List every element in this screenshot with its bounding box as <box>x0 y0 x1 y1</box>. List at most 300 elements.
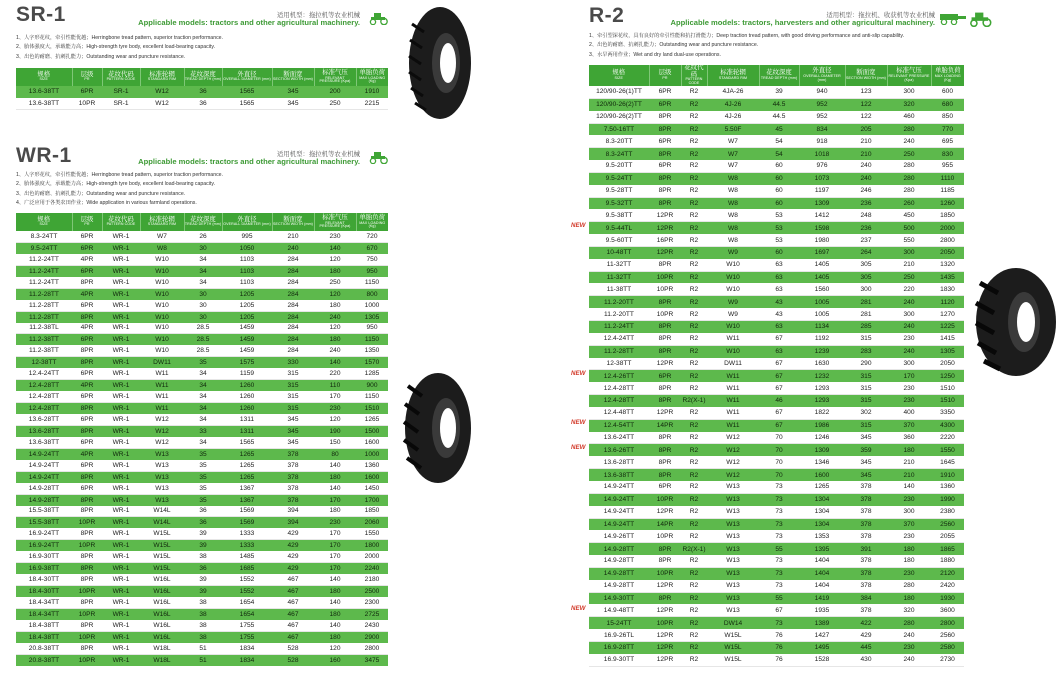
table-cell: 1265 <box>222 448 272 459</box>
r2-features <box>589 32 904 60</box>
table-cell: 230 <box>887 382 931 394</box>
table-cell: 34 <box>184 414 222 425</box>
column-header-cn: 规格 <box>612 69 626 77</box>
table-cell: 9.5-44TL <box>589 222 649 234</box>
table-cell: 14.9-48TT <box>589 604 649 616</box>
table-cell: 1260 <box>931 197 964 209</box>
table-row <box>589 333 964 345</box>
table-cell: 210 <box>887 469 931 481</box>
table-cell: 12PR <box>649 629 681 641</box>
table-cell: W13 <box>707 555 759 567</box>
table-cell: 10-48TT <box>589 246 649 258</box>
table-cell: 2430 <box>356 620 388 631</box>
table-cell: 180 <box>314 608 356 619</box>
table-cell: 10PR <box>649 308 681 320</box>
column-header-en: RELEVANT PRESSURE (Kpa) <box>888 74 930 82</box>
table-cell: 39 <box>759 86 799 98</box>
table-cell: WR-1 <box>102 403 140 414</box>
table-cell: WR-1 <box>102 357 140 368</box>
table-row <box>16 277 388 288</box>
column-header-cn: 单胎负荷 <box>359 213 386 221</box>
table-cell: 230 <box>887 333 931 345</box>
table-cell: 8PR <box>72 597 102 608</box>
table-cell: 1285 <box>356 368 388 379</box>
new-badge: NEW <box>571 221 586 229</box>
table-header-row <box>16 68 388 86</box>
table-cell: 2180 <box>356 574 388 585</box>
table-cell: WR-1 <box>102 631 140 642</box>
table-cell: 14.9-30TT <box>589 592 649 604</box>
column-header-cn: 断面宽 <box>283 215 303 223</box>
column-header <box>681 65 707 86</box>
table-row <box>589 111 964 123</box>
table-cell: 1260 <box>222 391 272 402</box>
table-cell: 284 <box>272 254 314 265</box>
table-row <box>16 98 388 110</box>
table-cell: 30 <box>184 288 222 299</box>
table-cell: 250 <box>314 277 356 288</box>
table-cell: 34 <box>184 265 222 276</box>
table-cell: 12PR <box>649 222 681 234</box>
table-cell: 73 <box>759 518 799 530</box>
table-cell: 300 <box>887 506 931 518</box>
table-cell: 750 <box>356 254 388 265</box>
table-cell: 180 <box>887 592 931 604</box>
table-cell: 8PR <box>72 620 102 631</box>
table-cell: 430 <box>845 654 887 666</box>
table-cell: 120/90-26(2)TT <box>589 111 649 123</box>
table-cell: 16.9-30TT <box>16 551 72 562</box>
table-row <box>16 231 388 242</box>
table-cell: 955 <box>931 160 964 172</box>
table-cell: 8PR <box>649 333 681 345</box>
table-cell: 394 <box>272 506 314 517</box>
table-row <box>16 551 388 562</box>
table-cell: 378 <box>845 580 887 592</box>
table-cell: 315 <box>272 380 314 391</box>
table-cell: R2 <box>681 617 707 629</box>
table-cell: 53 <box>759 222 799 234</box>
table-cell: 2800 <box>931 234 964 246</box>
table-cell: 3600 <box>931 604 964 616</box>
new-badge: NEW <box>571 370 586 378</box>
table-cell: R2 <box>681 481 707 493</box>
table-cell: 73 <box>759 481 799 493</box>
table-row <box>16 448 388 459</box>
table-cell: 280 <box>887 123 931 135</box>
table-cell: 14.9-26TT <box>589 530 649 542</box>
table-cell: 1250 <box>931 370 964 382</box>
table-cell: 140 <box>314 357 356 368</box>
table-cell: 429 <box>272 528 314 539</box>
table-cell: 170 <box>314 391 356 402</box>
table-cell: 6PR <box>649 370 681 382</box>
column-header-cn: 标准气压 <box>322 68 348 76</box>
column-header-en: OVERALL DIAMETER (mm) <box>223 77 271 82</box>
table-row <box>589 345 964 357</box>
table-cell: 28.5 <box>184 345 222 356</box>
table-cell: 13.6-38TT <box>16 86 72 98</box>
table-cell: 1755 <box>222 620 272 631</box>
table-cell: 140 <box>314 242 356 253</box>
table-cell: 14.9-24TT <box>16 471 72 482</box>
table-cell: 320 <box>887 604 931 616</box>
table-row <box>16 494 388 505</box>
table-cell: 1311 <box>222 414 272 425</box>
table-cell: 73 <box>759 617 799 629</box>
table-cell: 20.8-38TT <box>16 654 72 665</box>
table-cell: W10 <box>707 345 759 357</box>
table-cell: 8PR <box>72 574 102 585</box>
table-cell: 12PR <box>649 654 681 666</box>
table-cell: 284 <box>272 345 314 356</box>
table-cell: W10 <box>707 271 759 283</box>
table-row <box>589 641 964 653</box>
table-cell: 230 <box>314 231 356 242</box>
table-row <box>16 517 388 528</box>
table-cell: W11 <box>140 368 184 379</box>
table-cell: 180 <box>314 471 356 482</box>
table-header-row <box>16 213 388 231</box>
table-cell: 8PR <box>649 321 681 333</box>
table-cell: 467 <box>272 586 314 597</box>
table-cell: 67 <box>759 370 799 382</box>
table-row <box>589 432 964 444</box>
table-cell: 5.50F <box>707 123 759 135</box>
table-row <box>16 380 388 391</box>
table-cell: 264 <box>845 246 887 258</box>
table-cell: R2 <box>681 654 707 666</box>
table-cell: 43 <box>759 296 799 308</box>
table-cell: 670 <box>356 242 388 253</box>
table-cell: 120/90-26(2)TT <box>589 98 649 110</box>
table-cell: 35 <box>184 494 222 505</box>
table-cell: R2 <box>681 296 707 308</box>
table-cell: 170 <box>314 540 356 551</box>
table-cell: 122 <box>845 98 887 110</box>
table-cell: WR-1 <box>102 437 140 448</box>
table-cell: 63 <box>759 321 799 333</box>
column-header <box>356 213 388 231</box>
table-row <box>16 620 388 631</box>
table-cell: W8 <box>707 234 759 246</box>
table-cell: 38 <box>184 608 222 619</box>
table-cell: R2 <box>681 234 707 246</box>
table-cell: 6PR <box>72 86 102 98</box>
table-cell: 1311 <box>222 425 272 436</box>
table-cell: 8PR <box>649 382 681 394</box>
table-cell: 345 <box>272 425 314 436</box>
column-header-cn: 花纹深度 <box>766 69 792 77</box>
table-cell: 302 <box>845 407 887 419</box>
column-header-cn: 外直径 <box>237 215 257 223</box>
table-cell: 240 <box>887 654 931 666</box>
table-cell: R2 <box>681 407 707 419</box>
table-cell: 770 <box>931 123 964 135</box>
table-cell: 320 <box>887 98 931 110</box>
table-cell: 12.4-28TT <box>589 395 649 407</box>
column-header-en: SECTION WIDTH (mm) <box>273 77 313 82</box>
table-cell: 6PR <box>72 265 102 276</box>
table-cell: R2 <box>681 493 707 505</box>
table-cell: 120/90-26(1)TT <box>589 86 649 98</box>
table-cell: 830 <box>931 148 964 160</box>
table-cell: 236 <box>845 197 887 209</box>
table-row <box>16 597 388 608</box>
table-cell: 1850 <box>931 209 964 221</box>
feature-item: 3、出色的耐磨、抗刺扎能力；Outstanding wear and puncture resistance. <box>16 53 186 60</box>
table-cell: 467 <box>272 631 314 642</box>
table-cell: 240 <box>272 242 314 253</box>
table-cell: 140 <box>314 597 356 608</box>
table-cell: 800 <box>356 288 388 299</box>
column-header <box>16 213 72 231</box>
table-cell: 1185 <box>931 185 964 197</box>
table-cell: 290 <box>845 358 887 370</box>
table-cell: R2 <box>681 345 707 357</box>
table-cell: 680 <box>931 98 964 110</box>
table-cell: 1510 <box>931 382 964 394</box>
table-cell: 1986 <box>799 419 845 431</box>
column-header <box>707 65 759 86</box>
table-cell: W11 <box>140 391 184 402</box>
table-row <box>16 471 388 482</box>
table-cell: 1205 <box>222 288 272 299</box>
table-cell: 73 <box>759 530 799 542</box>
table-cell: R2 <box>681 629 707 641</box>
table-cell: 38 <box>184 631 222 642</box>
table-cell: 8PR <box>72 277 102 288</box>
table-cell: 315 <box>845 395 887 407</box>
table-cell: W16L <box>140 631 184 642</box>
column-header <box>222 68 272 86</box>
table-row <box>16 437 388 448</box>
table-row <box>16 323 388 334</box>
table-cell: 1415 <box>931 333 964 345</box>
table-cell: 67 <box>759 382 799 394</box>
table-cell: 345 <box>272 98 314 110</box>
table-cell: 1685 <box>222 563 272 574</box>
table-cell: 280 <box>887 185 931 197</box>
table-cell: W10 <box>707 283 759 295</box>
table-cell: W11 <box>707 395 759 407</box>
table-cell: 33 <box>184 425 222 436</box>
table-cell: 8PR <box>649 555 681 567</box>
table-cell: 12PR <box>649 604 681 616</box>
table-cell: 13.6-38TT <box>589 469 649 481</box>
table-cell: 13.6-28TT <box>16 414 72 425</box>
table-cell: 8PR <box>649 148 681 160</box>
table-cell: 284 <box>272 334 314 345</box>
table-cell: 284 <box>272 277 314 288</box>
column-header-en: TREAD DEPTH (mm) <box>760 75 798 80</box>
table-cell: W7 <box>707 135 759 147</box>
table-cell: 6PR <box>649 98 681 110</box>
table-cell: 210 <box>887 259 931 271</box>
table-cell: 10PR <box>72 98 102 110</box>
table-cell: 281 <box>845 296 887 308</box>
table-cell: 123 <box>845 86 887 98</box>
table-cell: 1005 <box>799 296 845 308</box>
table-cell: 1050 <box>222 242 272 253</box>
table-cell: 12.4-24TT <box>16 368 72 379</box>
table-cell: 12-38TT <box>16 357 72 368</box>
table-cell: R2 <box>681 641 707 653</box>
table-cell: 2560 <box>931 629 964 641</box>
table-cell: WR-1 <box>102 414 140 425</box>
table-cell: 36 <box>184 517 222 528</box>
table-cell: 13.6-24TT <box>589 432 649 444</box>
table-cell: 180 <box>314 631 356 642</box>
table-cell: W12 <box>707 432 759 444</box>
table-cell: WR-1 <box>102 368 140 379</box>
tractor-icon <box>968 10 994 27</box>
table-cell: W10 <box>140 265 184 276</box>
table-cell: 250 <box>887 148 931 160</box>
table-cell: 1552 <box>222 574 272 585</box>
sr1-applicable-en: Applicable models: tractors and other agricultural machinery. <box>138 18 360 28</box>
table-cell: 230 <box>887 641 931 653</box>
table-cell: 2000 <box>931 222 964 234</box>
table-cell: 34 <box>184 437 222 448</box>
table-cell: 900 <box>356 380 388 391</box>
table-row <box>589 160 964 172</box>
table-cell: W11 <box>707 333 759 345</box>
table-cell: 246 <box>845 185 887 197</box>
table-cell: WR-1 <box>102 586 140 597</box>
table-row <box>589 604 964 616</box>
new-badge: NEW <box>571 604 586 612</box>
table-cell: 170 <box>314 528 356 539</box>
table-cell: 9.5-28TT <box>589 185 649 197</box>
table-cell: 205 <box>845 123 887 135</box>
table-cell: R2 <box>681 444 707 456</box>
table-cell: 378 <box>272 483 314 494</box>
table-cell: 394 <box>272 517 314 528</box>
table-cell: W10 <box>140 254 184 265</box>
table-cell: W13 <box>707 530 759 542</box>
table-cell: W12 <box>140 414 184 425</box>
table-cell: 1569 <box>222 517 272 528</box>
table-cell: W10 <box>140 288 184 299</box>
table-cell: 1305 <box>356 311 388 322</box>
table-cell: 1110 <box>931 172 964 184</box>
table-cell: 378 <box>845 481 887 493</box>
table-cell: 260 <box>887 197 931 209</box>
table-cell: 240 <box>887 321 931 333</box>
table-cell: 1309 <box>799 444 845 456</box>
feature-item: 2、出色的耐磨、抗刺扎能力；Outstanding wear and puncture resistance. <box>589 42 759 49</box>
table-cell: 429 <box>845 629 887 641</box>
table-cell: 11.2-28TT <box>16 288 72 299</box>
table-cell: 281 <box>845 308 887 320</box>
table-cell: 300 <box>887 246 931 258</box>
table-row <box>16 574 388 585</box>
column-header-cn: 层级 <box>80 70 94 78</box>
table-cell: 54 <box>759 135 799 147</box>
table-cell: R2 <box>681 160 707 172</box>
table-cell: W12 <box>140 425 184 436</box>
wr1-applicable <box>138 151 360 167</box>
table-cell: 1346 <box>799 456 845 468</box>
table-cell: 359 <box>845 444 887 456</box>
table-cell: 1265 <box>799 481 845 493</box>
table-cell: W18L <box>140 654 184 665</box>
table-cell: W13 <box>140 494 184 505</box>
table-cell: 1205 <box>222 311 272 322</box>
column-header-cn: 花纹代码 <box>108 70 134 78</box>
table-cell: R2 <box>681 222 707 234</box>
table-cell: 11.2-24TT <box>16 265 72 276</box>
table-cell: 370 <box>887 419 931 431</box>
column-header-en: SIZE <box>39 77 48 82</box>
column-header <box>649 65 681 86</box>
table-cell: 35 <box>184 483 222 494</box>
table-cell: W13 <box>140 483 184 494</box>
table-cell: 15.5-38TT <box>16 517 72 528</box>
table-cell: 1550 <box>931 444 964 456</box>
table-cell: 1565 <box>222 98 272 110</box>
table-cell: 39 <box>184 540 222 551</box>
table-cell: R2 <box>681 172 707 184</box>
r2-tyre-image <box>968 265 1060 380</box>
table-row <box>589 98 964 110</box>
table-cell: 70 <box>759 444 799 456</box>
table-cell: 36 <box>184 86 222 98</box>
table-cell: 10PR <box>72 517 102 528</box>
table-cell: 12PR <box>649 407 681 419</box>
table-cell: R2 <box>681 321 707 333</box>
table-cell: R2 <box>681 530 707 542</box>
table-cell: 248 <box>845 209 887 221</box>
table-cell: W13 <box>140 448 184 459</box>
table-row <box>16 608 388 619</box>
column-header <box>759 65 799 86</box>
table-cell: 1304 <box>799 506 845 518</box>
table-cell: WR-1 <box>102 323 140 334</box>
table-cell: 1150 <box>356 334 388 345</box>
table-cell: 14.9-24TT <box>589 518 649 530</box>
wr1-spec-table <box>16 213 388 666</box>
table-row <box>589 234 964 246</box>
table-cell: 150 <box>314 437 356 448</box>
table-cell: 345 <box>845 469 887 481</box>
table-cell: 51 <box>184 643 222 654</box>
table-cell: 8PR <box>72 345 102 356</box>
table-cell: R2 <box>681 283 707 295</box>
column-header <box>184 213 222 231</box>
new-badge: NEW <box>571 444 586 452</box>
table-cell: 120 <box>314 254 356 265</box>
table-cell: 73 <box>759 493 799 505</box>
table-cell: WR-1 <box>102 311 140 322</box>
table-cell: 400 <box>887 407 931 419</box>
table-cell: 53 <box>759 234 799 246</box>
table-cell: 1935 <box>799 604 845 616</box>
table-cell: 26 <box>184 231 222 242</box>
r2-applicable-en: Applicable models: tractors, harvesters and other agricultural machinery. <box>670 18 935 28</box>
table-cell: WR-1 <box>102 334 140 345</box>
table-cell: 1459 <box>222 334 272 345</box>
column-header-cn: 标准轮辋 <box>149 215 175 223</box>
table-cell: 60 <box>759 172 799 184</box>
table-cell: 8PR <box>649 123 681 135</box>
column-header-cn: 花纹代码 <box>108 215 134 223</box>
table-cell: W13 <box>707 493 759 505</box>
table-cell: 140 <box>887 481 931 493</box>
column-header-cn: 单胎负荷 <box>359 68 386 76</box>
table-cell: W10 <box>140 300 184 311</box>
